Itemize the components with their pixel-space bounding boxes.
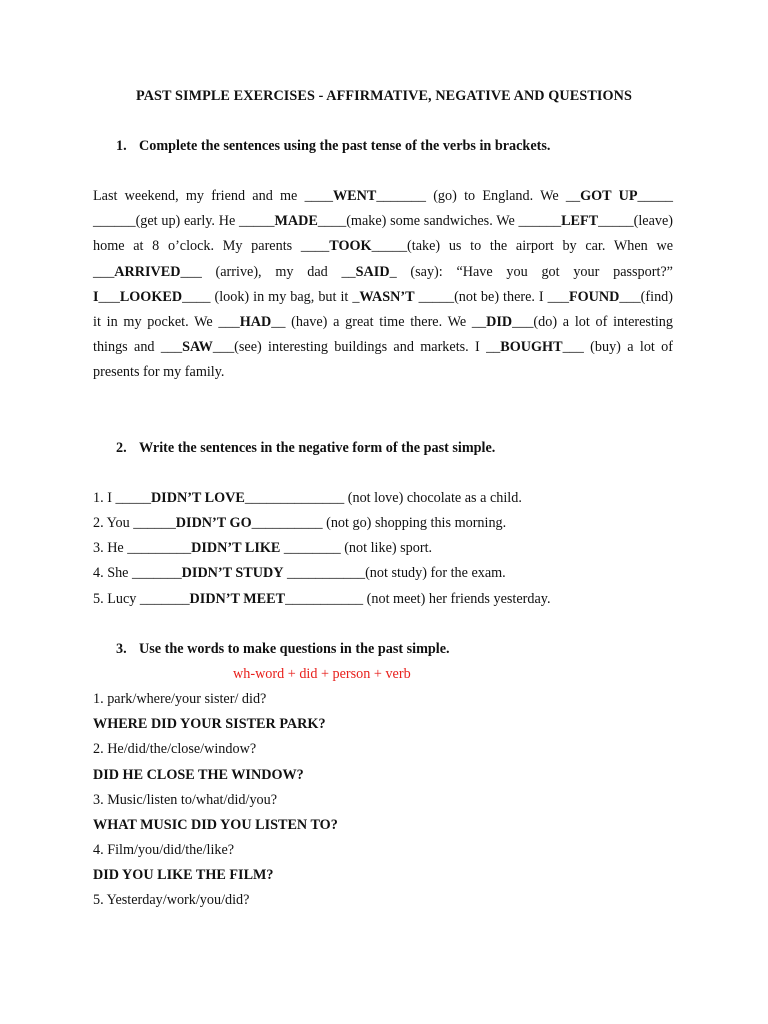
section-1-paragraph — [93, 184, 673, 386]
item-prefix: 2. You ______ — [93, 515, 176, 531]
s1-answer: DID — [486, 314, 513, 331]
item-prefix: 5. Lucy _______ — [93, 591, 190, 607]
s1-seg: _____ ______(get up) early. He _____ — [93, 188, 673, 230]
section-3-number: 3. — [116, 641, 127, 657]
s1-answer: TOOK — [329, 238, 372, 255]
section-1-heading-text: Complete the sentences using the past tense of the verbs in brackets. — [139, 138, 551, 154]
item-prefix: 4. She _______ — [93, 565, 182, 581]
question-prompt-1: 1. park/where/your sister/ did? — [93, 691, 267, 707]
s1-answer: WENT — [332, 188, 377, 204]
s1-seg: Last weekend, my friend and me ____ — [93, 188, 333, 204]
item-answer: DIDN’T LIKE — [191, 540, 281, 556]
s1-seg: _____(take) us to the airport by car. When we ___ — [93, 238, 673, 280]
section-2-heading-text: Write the sentences in the negative form of the past simple. — [139, 440, 496, 456]
s1-answer: ARRIVED — [114, 263, 181, 280]
item-suffix: __________ (not go) shopping this morning. — [251, 515, 507, 531]
section-3-heading-text: Use the words to make questions in the past simple. — [139, 641, 450, 657]
s1-seg: ____ (look) in my bag, but it _ — [182, 288, 360, 305]
negative-item-4 — [93, 565, 506, 582]
s1-seg: ___ (buy) a lot of presents for my family. — [93, 339, 674, 381]
item-prefix: 1. I _____ — [93, 490, 151, 506]
s1-answer: I — [93, 288, 99, 305]
item-suffix: ______________ (not love) chocolate as a child. — [244, 490, 522, 506]
s1-seg: ____(make) some sandwiches. We ______ — [317, 213, 562, 230]
s1-seg: ___(do) a lot of interesting things and ___ — [93, 314, 673, 356]
section-2-number: 2. — [116, 440, 127, 456]
s1-seg: ___ — [98, 288, 120, 305]
item-answer: DIDN’T STUDY — [181, 565, 284, 581]
item-answer: DIDN’T LOVE — [150, 490, 245, 506]
s1-seg: ___(find) it in my pocket. We ___ — [93, 288, 673, 331]
s1-seg: ___(see) interesting buildings and markets. I __ — [212, 339, 501, 356]
question-prompt-2: 2. He/did/the/close/window? — [93, 741, 257, 757]
s1-answer: GOT UP — [580, 188, 638, 204]
negative-item-2 — [93, 515, 506, 532]
question-answer-4: DID YOU LIKE THE FILM? — [93, 867, 274, 883]
s1-answer: SAW — [182, 339, 213, 356]
item-suffix: ___________ (not meet) her friends yesterday. — [285, 591, 551, 607]
negative-item-1 — [93, 490, 522, 507]
s1-seg: _____(not be) there. I ___ — [414, 288, 569, 305]
s1-answer: WASN’T — [359, 288, 415, 305]
item-answer: DIDN’T GO — [175, 515, 252, 531]
s1-answer: SAID — [355, 263, 390, 280]
negative-item-3 — [93, 540, 432, 557]
item-suffix: ___________(not study) for the exam. — [283, 565, 506, 581]
page-title: PAST SIMPLE EXERCISES - AFFIRMATIVE, NEGATIVE AND QUESTIONS — [136, 88, 632, 104]
question-answer-2: DID HE CLOSE THE WINDOW? — [93, 767, 304, 783]
section-1-heading — [116, 138, 550, 155]
item-prefix: 3. He _________ — [93, 540, 192, 556]
question-answer-1: WHERE DID YOUR SISTER PARK? — [93, 716, 326, 732]
s1-answer: LOOKED — [119, 288, 183, 305]
item-answer: DIDN’T MEET — [189, 591, 286, 607]
question-prompt-5: 5. Yesterday/work/you/did? — [93, 892, 250, 908]
question-prompt-4: 4. Film/you/did/the/like? — [93, 842, 235, 858]
formula-hint: wh-word + did + person + verb — [233, 666, 411, 682]
s1-seg: __ (have) a great time there. We __ — [271, 314, 487, 331]
section-1-number: 1. — [116, 138, 127, 154]
section-3-heading — [116, 641, 450, 658]
s1-answer: FOUND — [568, 288, 620, 305]
s1-seg: _____(leave) home at 8 o’clock. My parents ____ — [93, 213, 673, 255]
s1-answer: LEFT — [561, 213, 599, 230]
s1-answer: BOUGHT — [500, 339, 563, 356]
s1-answer: HAD — [239, 314, 272, 331]
negative-item-5 — [93, 591, 551, 608]
item-suffix: ________ (not like) sport. — [280, 540, 433, 556]
s1-seg: ___ (arrive), my dad __ — [180, 263, 356, 280]
question-prompt-3: 3. Music/listen to/what/did/you? — [93, 792, 278, 808]
s1-answer: MADE — [274, 213, 318, 230]
question-answer-3: WHAT MUSIC DID YOU LISTEN TO? — [93, 817, 338, 833]
s1-seg: _ (say): “Have you got your passport?” — [389, 263, 673, 280]
section-2-heading — [116, 440, 495, 457]
s1-seg: _______ (go) to England. We __ — [376, 188, 581, 204]
